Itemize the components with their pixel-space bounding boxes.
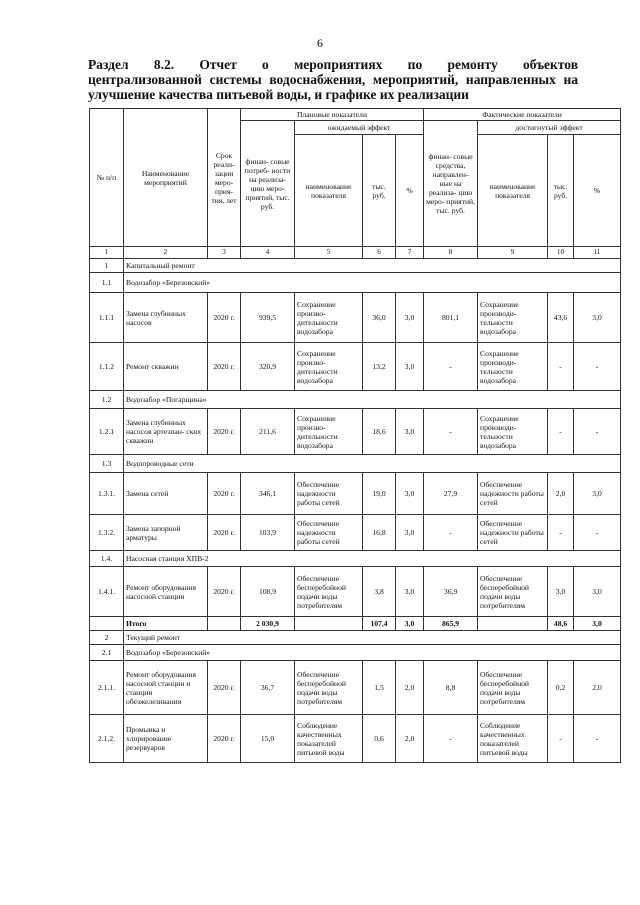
cell-plan-sum: 107,4 bbox=[363, 617, 396, 631]
cell-fact-pct: - bbox=[574, 409, 621, 455]
report-table bbox=[89, 108, 621, 763]
table-row bbox=[90, 567, 621, 617]
cell-plan-ind: Обеспечение надежности работы сетей bbox=[295, 473, 363, 515]
report-title bbox=[88, 57, 578, 102]
cell-plan-pct: 2,0 bbox=[396, 661, 424, 715]
cell-fact-sum: 3,0 bbox=[548, 567, 574, 617]
cell-plan-ind: Обеспечение надежности работы сетей bbox=[295, 515, 363, 551]
section-title: Водозабор «Березовский» bbox=[124, 273, 621, 293]
cell-term: 2020 г. bbox=[208, 515, 241, 551]
cell-plan-fin: 939,5 bbox=[241, 293, 295, 343]
table-row bbox=[90, 343, 621, 391]
header-planned: Плановые показатели bbox=[241, 109, 424, 121]
section-number: 1.1 bbox=[90, 273, 124, 293]
cell-term: 2020 г. bbox=[208, 293, 241, 343]
section-number: 2 bbox=[90, 631, 124, 645]
cell-plan-ind bbox=[295, 617, 363, 631]
cell-fact-ind: Сохранение производи- тельности водозабора bbox=[478, 293, 548, 343]
cell-plan-ind: Обеспечение бесперебойной подачи воды потребителям bbox=[295, 567, 363, 617]
cell-no: 1.2.1 bbox=[90, 409, 124, 455]
column-number: 8 bbox=[424, 247, 478, 259]
cell-fact-fin: - bbox=[424, 715, 478, 763]
cell-name: Замена глубинных насосов артезиан- ских скважин bbox=[124, 409, 208, 455]
header-plan-indicator: наименование показателя bbox=[295, 135, 363, 247]
section-row bbox=[90, 631, 621, 645]
section-title: Водозабор «Березовский» bbox=[124, 645, 621, 661]
header-name: Наименование мероприятий bbox=[124, 109, 208, 247]
cell-plan-fin: 320,9 bbox=[241, 343, 295, 391]
cell-plan-fin: 2 030,9 bbox=[241, 617, 295, 631]
section-row bbox=[90, 455, 621, 473]
table-row bbox=[90, 473, 621, 515]
cell-fact-fin: - bbox=[424, 515, 478, 551]
cell-plan-pct: 3,0 bbox=[396, 567, 424, 617]
cell-no: 1.4.1. bbox=[90, 567, 124, 617]
table-row bbox=[90, 515, 621, 551]
cell-fact-fin: 865,9 bbox=[424, 617, 478, 631]
cell-plan-sum: 0,6 bbox=[363, 715, 396, 763]
cell-plan-sum: 16,8 bbox=[363, 515, 396, 551]
cell-name: Замена глубинных насосов bbox=[124, 293, 208, 343]
section-number: 1.2 bbox=[90, 391, 124, 409]
cell-plan-pct: 3,0 bbox=[396, 617, 424, 631]
cell-plan-pct: 3,0 bbox=[396, 343, 424, 391]
section-row bbox=[90, 551, 621, 567]
cell-plan-sum: 13,2 bbox=[363, 343, 396, 391]
column-number: 5 bbox=[295, 247, 363, 259]
cell-fact-pct: 3,0 bbox=[574, 617, 621, 631]
column-number: 10 bbox=[548, 247, 574, 259]
cell-no: 1.1.2 bbox=[90, 343, 124, 391]
column-number: 1 bbox=[90, 247, 124, 259]
cell-plan-fin: 346,1 bbox=[241, 473, 295, 515]
cell-plan-ind: Сохранение произво- дительности водозабора bbox=[295, 293, 363, 343]
column-number: 3 bbox=[208, 247, 241, 259]
cell-fact-pct: 3,0 bbox=[574, 473, 621, 515]
cell-fact-sum: 43,6 bbox=[548, 293, 574, 343]
title-line-2: централизованной системы водоснабжения, мероприятий, направленных на bbox=[88, 72, 578, 87]
section-title: Насосная станция ХПВ-2 bbox=[124, 551, 621, 567]
column-number: 2 bbox=[124, 247, 208, 259]
cell-no: 2.1.1. bbox=[90, 661, 124, 715]
table-row bbox=[90, 661, 621, 715]
cell-fact-fin: 36,9 bbox=[424, 567, 478, 617]
table-row bbox=[90, 409, 621, 455]
cell-term: 2020 г. bbox=[208, 661, 241, 715]
cell-fact-sum: - bbox=[548, 715, 574, 763]
cell-plan-sum: 3,8 bbox=[363, 567, 396, 617]
cell-fact-pct: - bbox=[574, 715, 621, 763]
cell-plan-sum: 18,6 bbox=[363, 409, 396, 455]
cell-fact-fin: 801,1 bbox=[424, 293, 478, 343]
column-number: 4 bbox=[241, 247, 295, 259]
header-fact-pct: % bbox=[574, 135, 621, 247]
cell-plan-fin: 211,6 bbox=[241, 409, 295, 455]
table-row bbox=[90, 293, 621, 343]
cell-fact-ind: Обеспечение бесперебойной подачи воды потребителям bbox=[478, 661, 548, 715]
cell-plan-ind: Соблюдение качественных показателей питьевой воды bbox=[295, 715, 363, 763]
cell-plan-pct: 3,0 bbox=[396, 515, 424, 551]
section-row bbox=[90, 259, 621, 273]
section-title: Водозабор «Погарщина» bbox=[124, 391, 621, 409]
header-plan-pct: % bbox=[396, 135, 424, 247]
cell-fact-sum: - bbox=[548, 515, 574, 551]
cell-fact-fin: 8,8 bbox=[424, 661, 478, 715]
cell-fact-sum: 48,6 bbox=[548, 617, 574, 631]
cell-name: Замена сетей bbox=[124, 473, 208, 515]
header-fact-fin: финан- совые средства, направлен- ные на реализа- цию меро- приятий, тыс. руб. bbox=[424, 121, 478, 247]
cell-fact-ind: Сохранение производи- тельности водозабора bbox=[478, 409, 548, 455]
cell-name: Промывка и хлорирование резервуаров bbox=[124, 715, 208, 763]
cell-name: Ремонт скважин bbox=[124, 343, 208, 391]
cell-term: 2020 г. bbox=[208, 715, 241, 763]
section-row bbox=[90, 273, 621, 293]
cell-name: Итого bbox=[124, 617, 208, 631]
section-row bbox=[90, 391, 621, 409]
cell-fact-fin: - bbox=[424, 409, 478, 455]
section-title: Водопроводные сети bbox=[124, 455, 621, 473]
header-fact-indicator: наименование показателя bbox=[478, 135, 548, 247]
column-number: 9 bbox=[478, 247, 548, 259]
cell-plan-ind: Обеспечение бесперебойной подачи воды потребителям bbox=[295, 661, 363, 715]
cell-plan-ind: Сохранение произво- дительности водозабора bbox=[295, 409, 363, 455]
header-no: № п/п bbox=[90, 109, 124, 247]
header-fact-thrub: тыс. руб. bbox=[548, 135, 574, 247]
cell-plan-pct: 3,0 bbox=[396, 293, 424, 343]
section-number: 2.1 bbox=[90, 645, 124, 661]
cell-plan-pct: 2,0 bbox=[396, 715, 424, 763]
header-plan-thrub: тыс. руб. bbox=[363, 135, 396, 247]
cell-fact-ind: Обеспечение бесперебойной подачи воды потребителям bbox=[478, 567, 548, 617]
header-actual: Фактические показатели bbox=[424, 109, 621, 121]
cell-plan-pct: 3,0 bbox=[396, 409, 424, 455]
cell-fact-sum: - bbox=[548, 409, 574, 455]
header-expected: ожидаемый эффект bbox=[295, 121, 424, 135]
cell-fact-ind: Сохранение производи- тельности водозабора bbox=[478, 343, 548, 391]
cell-plan-fin: 15,0 bbox=[241, 715, 295, 763]
total-row bbox=[90, 617, 621, 631]
cell-term: 2020 г. bbox=[208, 473, 241, 515]
cell-name: Ремонт оборудования насосной станции bbox=[124, 567, 208, 617]
header-plan-fin: финан- совые потреб- ности на реализа- цию меро- приятий, тыс. руб. bbox=[241, 121, 295, 247]
cell-fact-pct: 3,0 bbox=[574, 567, 621, 617]
page-number: 6 bbox=[317, 36, 323, 50]
cell-no bbox=[90, 617, 124, 631]
cell-term: 2020 г. bbox=[208, 343, 241, 391]
cell-plan-fin: 103,9 bbox=[241, 515, 295, 551]
cell-fact-ind: Обеспечение надежности работы сетей bbox=[478, 473, 548, 515]
cell-plan-sum: 1,5 bbox=[363, 661, 396, 715]
cell-term: 2020 г. bbox=[208, 409, 241, 455]
cell-no: 1.3.1. bbox=[90, 473, 124, 515]
cell-no: 1.1.1 bbox=[90, 293, 124, 343]
cell-plan-sum: 36,0 bbox=[363, 293, 396, 343]
section-number: 1.3 bbox=[90, 455, 124, 473]
cell-fact-fin: 27,9 bbox=[424, 473, 478, 515]
cell-no: 1.3.2. bbox=[90, 515, 124, 551]
cell-plan-pct: 3,0 bbox=[396, 473, 424, 515]
cell-fact-pct: - bbox=[574, 343, 621, 391]
cell-name: Замена запорной арматуры bbox=[124, 515, 208, 551]
cell-fact-pct: 3,0 bbox=[574, 293, 621, 343]
cell-fact-sum: 2,0 bbox=[548, 473, 574, 515]
cell-fact-fin: - bbox=[424, 343, 478, 391]
cell-plan-fin: 108,9 bbox=[241, 567, 295, 617]
cell-term: 2020 г. bbox=[208, 567, 241, 617]
section-number: 1 bbox=[90, 259, 124, 273]
cell-fact-ind: Соблюдение качественных показателей питьевой воды bbox=[478, 715, 548, 763]
cell-fact-sum: 0,2 bbox=[548, 661, 574, 715]
cell-plan-sum: 19,0 bbox=[363, 473, 396, 515]
column-number: 7 bbox=[396, 247, 424, 259]
cell-name: Ремонт оборудования насосной станции и станции обезжелезивания bbox=[124, 661, 208, 715]
column-number: 11 bbox=[574, 247, 621, 259]
cell-fact-pct: 2,0 bbox=[574, 661, 621, 715]
column-number: 6 bbox=[363, 247, 396, 259]
title-line-3: улучшение качества питьевой воды, и графике их реализации bbox=[88, 87, 469, 102]
section-number: 1.4. bbox=[90, 551, 124, 567]
cell-plan-ind: Сохранение произво- дительности водозабора bbox=[295, 343, 363, 391]
header-achieved: достигнутый эффект bbox=[478, 121, 621, 135]
section-title: Капитальный ремонт bbox=[124, 259, 621, 273]
cell-plan-fin: 36,7 bbox=[241, 661, 295, 715]
cell-fact-sum: - bbox=[548, 343, 574, 391]
cell-no: 2.1.2. bbox=[90, 715, 124, 763]
cell-fact-pct: - bbox=[574, 515, 621, 551]
section-row bbox=[90, 645, 621, 661]
cell-term bbox=[208, 617, 241, 631]
column-number-row bbox=[90, 247, 621, 259]
table-row bbox=[90, 715, 621, 763]
title-line-1: Раздел 8.2. Отчет о мероприятиях по ремонту объектов bbox=[88, 57, 578, 72]
cell-fact-ind bbox=[478, 617, 548, 631]
section-title: Текущий ремонт bbox=[124, 631, 621, 645]
header-term: Срок реали- зации меро- прия- тия, лет bbox=[208, 109, 241, 247]
cell-fact-ind: Обеспечение надежности работы сетей bbox=[478, 515, 548, 551]
